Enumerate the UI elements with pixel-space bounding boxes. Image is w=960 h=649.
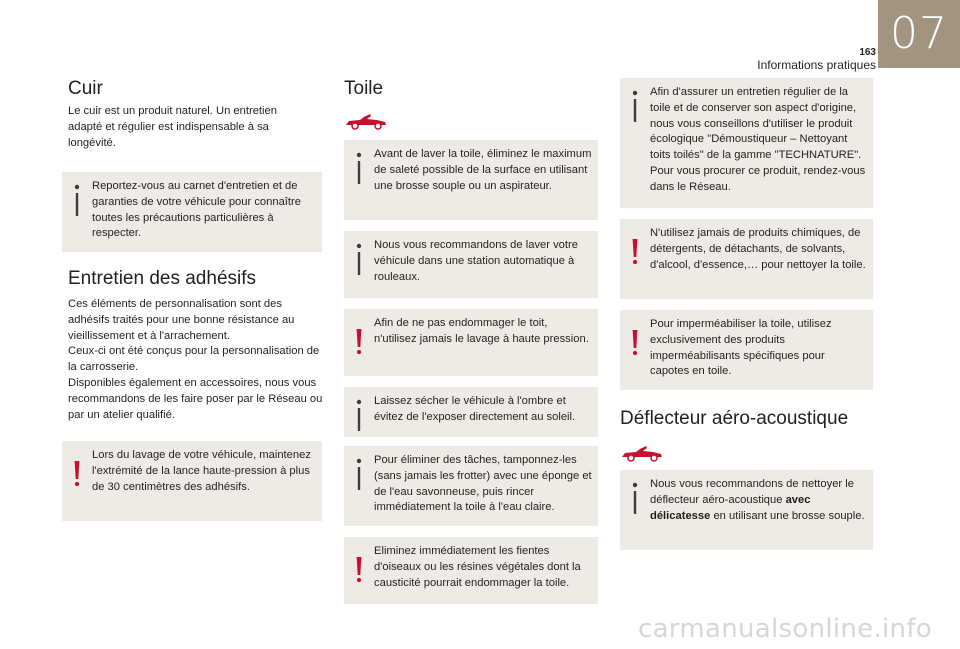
toile-warning-2-text: Eliminez immédiatement les fientes d'oiseaux ou les résines végétales dont la causticité pourrait endommager la toile. bbox=[374, 545, 581, 589]
adhesifs-paragraph-3: Disponibles également en accessoires, nous vous recommandons de les faire poser par le Réseau ou par un atelier qualifié. bbox=[68, 376, 323, 421]
info-icon bbox=[629, 90, 641, 124]
convertible-car-icon bbox=[620, 444, 664, 462]
deflecteur-note-bold: avec délicatesse bbox=[650, 493, 811, 522]
toile-chemicals-warning-text: N'utilisez jamais de produits chimiques, de détergents, de détachants, de solvants, d'alcool, d'essence,… pour nettoyer la toile. bbox=[650, 227, 866, 271]
adhesifs-warning-text: Lors du lavage de votre véhicule, maintenez l'extrémité de la lance haute-pression à plus de 30 centimètres des adhésifs. bbox=[92, 449, 311, 493]
watermark: carmanualsonline.info bbox=[637, 614, 932, 644]
adhesifs-paragraph-1: Ces éléments de personnalisation sont des adhésifs traités pour une bonne résistance au vieillissement et à l'arrachement. bbox=[68, 298, 295, 342]
chapter-number-tab: 07 bbox=[878, 0, 960, 68]
cuir-text: Le cuir est un produit naturel. Un entretien adapté et régulier est indispensable à sa longévité. bbox=[68, 105, 277, 149]
deflecteur-note bbox=[620, 470, 873, 550]
section-title-deflecteur: Déflecteur aéro-acoustique bbox=[620, 408, 849, 429]
adhesifs-text bbox=[68, 297, 326, 423]
section-title-cuir: Cuir bbox=[68, 78, 103, 99]
toile-waterproof-warning bbox=[620, 310, 873, 390]
warning-icon bbox=[353, 549, 365, 583]
deflecteur-note-part1: Nous vous recommandons de nettoyer le déflecteur aéro-acoustique bbox=[650, 478, 854, 506]
section-title-adhesifs: Entretien des adhésifs bbox=[68, 268, 257, 289]
toile-waterproof-warning-text: Pour imperméabiliser la toile, utilisez exclusivement des produits imperméabilisants spécifiques pour capotes en toile. bbox=[650, 318, 832, 378]
warning-icon bbox=[629, 322, 641, 356]
toile-chemicals-warning bbox=[620, 219, 873, 299]
warning-icon bbox=[71, 453, 83, 487]
toile-warning-1 bbox=[344, 309, 598, 376]
adhesifs-warning-note bbox=[62, 441, 322, 521]
toile-note-3-text: Laissez sécher le véhicule à l'ombre et évitez de l'exposer directement au soleil. bbox=[374, 395, 576, 423]
toile-note-4-text: Pour éliminer des tâches, tamponnez-les (sans jamais les frotter) avec une éponge et de l'eau savonneuse, puis rincer immédiatement la toile à l'eau claire. bbox=[374, 454, 592, 514]
deflecteur-note-part2: en utilisant une brosse souple. bbox=[710, 509, 865, 522]
toile-note-2-text: Nous vous recommandons de laver votre véhicule dans une station automatique à rouleaux. bbox=[374, 239, 578, 283]
info-icon bbox=[353, 243, 365, 277]
section-title-toile: Toile bbox=[344, 78, 384, 99]
adhesifs-paragraph-2: Ceux-ci ont été conçus pour la personnalisation de la carrosserie. bbox=[68, 345, 320, 374]
warning-icon bbox=[353, 321, 365, 355]
cuir-info-note bbox=[62, 172, 322, 252]
toile-product-note-text: Afin d'assurer un entretien régulier de la toile et de conserver son aspect d'origine, nous vous conseillons d'utiliser le produit écologique "Démoustiqueur – Nettoyant toits toilés" de la gamme "TECHNATURE". Pour vous procurer ce produit, rendez-vous dans le Réseau. bbox=[650, 86, 866, 193]
convertible-car-icon bbox=[344, 112, 388, 130]
cuir-note-text: Reportez-vous au carnet d'entretien et de garanties de votre véhicule pour connaître toutes les précautions particulières à respecter. bbox=[92, 180, 301, 240]
page-number: 163 bbox=[859, 47, 876, 58]
info-icon bbox=[353, 399, 365, 433]
info-icon bbox=[353, 152, 365, 186]
chapter-title: Informations pratiques bbox=[757, 58, 876, 72]
info-icon bbox=[353, 458, 365, 492]
info-icon bbox=[629, 482, 641, 516]
toile-note-2 bbox=[344, 231, 598, 298]
toile-product-note bbox=[620, 78, 873, 208]
toile-note-4 bbox=[344, 446, 598, 526]
toile-note-1 bbox=[344, 140, 598, 220]
toile-note-1-text: Avant de laver la toile, éliminez le maximum de saleté possible de la surface en utilisant une brosse souple ou un aspirateur. bbox=[374, 148, 592, 192]
toile-note-3 bbox=[344, 387, 598, 437]
toile-warning-1-text: Afin de ne pas endommager le toit, n'utilisez jamais le lavage à haute pression. bbox=[374, 317, 589, 345]
info-icon bbox=[71, 184, 83, 218]
toile-warning-2 bbox=[344, 537, 598, 604]
warning-icon bbox=[629, 231, 641, 265]
deflecteur-note-text bbox=[650, 477, 867, 524]
